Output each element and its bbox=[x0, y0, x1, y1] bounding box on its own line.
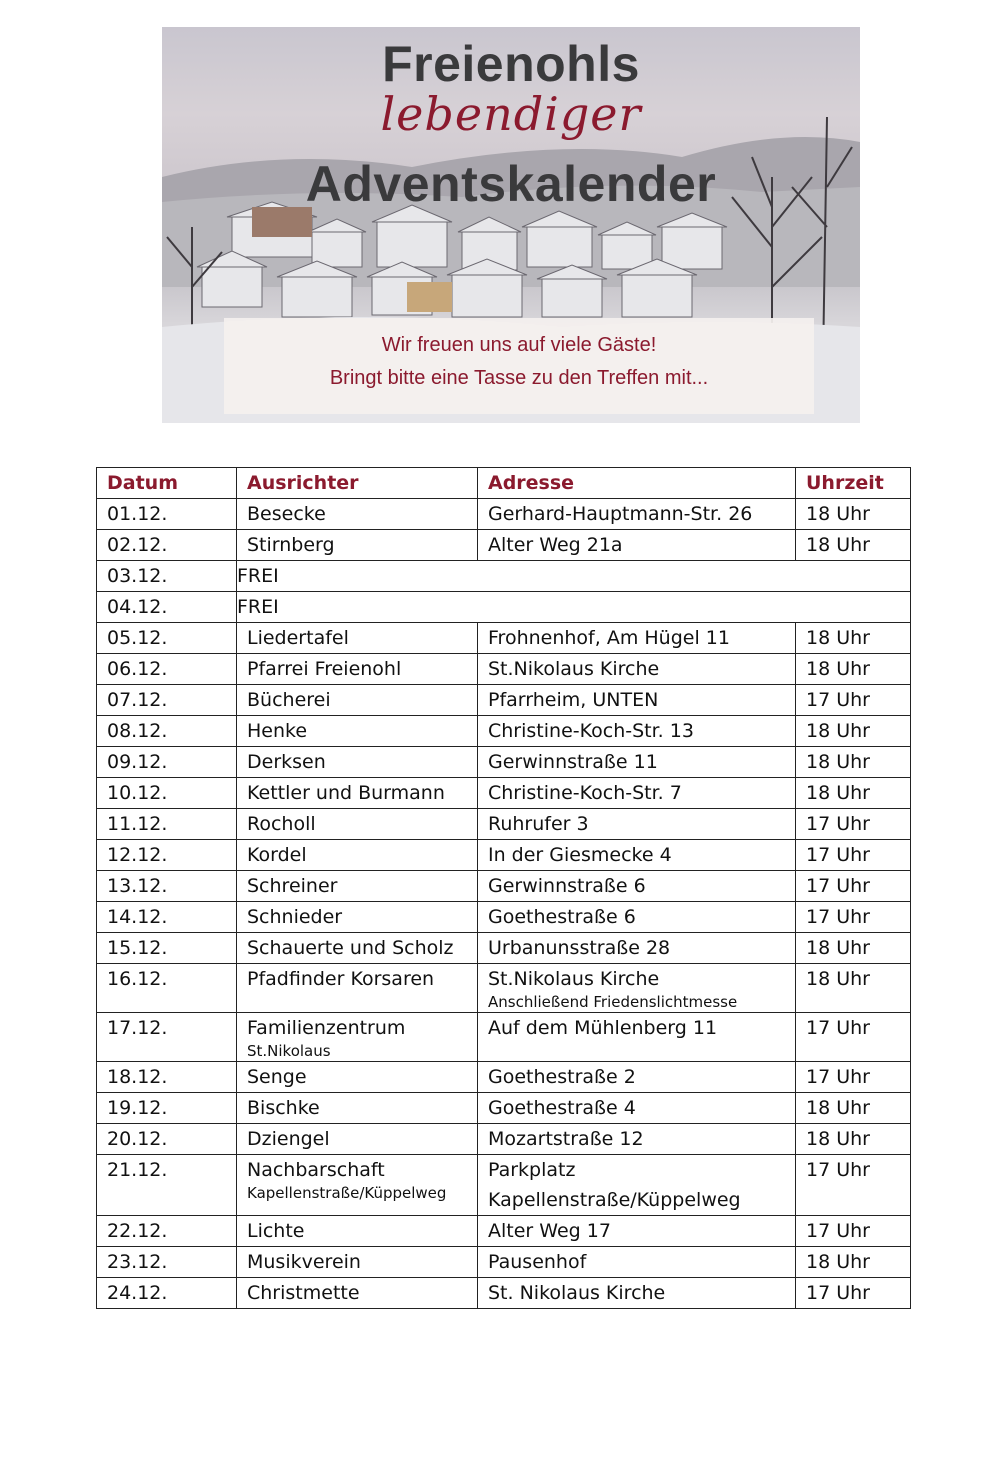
cell-address: Gerwinnstraße 6 bbox=[478, 871, 796, 902]
cell-time: 18 Uhr bbox=[796, 1124, 911, 1155]
cell-address: In der Giesmecke 4 bbox=[478, 840, 796, 871]
cell-time: 18 Uhr bbox=[796, 747, 911, 778]
cell-date: 13.12. bbox=[97, 871, 237, 902]
cell-host: Stirnberg bbox=[237, 530, 478, 561]
table-row bbox=[97, 530, 911, 561]
cell-host: Pfadfinder Korsaren bbox=[237, 964, 478, 1013]
cell-date: 07.12. bbox=[97, 685, 237, 716]
table-row bbox=[97, 1247, 911, 1278]
cell-date: 05.12. bbox=[97, 623, 237, 654]
cell-host: Kettler und Burmann bbox=[237, 778, 478, 809]
table-row bbox=[97, 902, 911, 933]
table-row bbox=[97, 561, 911, 592]
schedule-table bbox=[96, 467, 911, 1309]
message-line-1: Wir freuen uns auf viele Gäste! bbox=[381, 334, 657, 356]
cell-date: 01.12. bbox=[97, 499, 237, 530]
cell-time: 18 Uhr bbox=[796, 1093, 911, 1124]
cell-date: 10.12. bbox=[97, 778, 237, 809]
table-row bbox=[97, 716, 911, 747]
cell-date: 11.12. bbox=[97, 809, 237, 840]
address-line-2: Kapellenstraße/Küppelweg bbox=[488, 1189, 741, 1211]
table-row bbox=[97, 499, 911, 530]
table-row bbox=[97, 685, 911, 716]
cell-time: 17 Uhr bbox=[796, 1155, 911, 1216]
cell-address: Pfarrheim, UNTEN bbox=[478, 685, 796, 716]
cell-host: Schauerte und Scholz bbox=[237, 933, 478, 964]
cell-time: 17 Uhr bbox=[796, 685, 911, 716]
cell-host: Christmette bbox=[237, 1278, 478, 1309]
cell-host: Liedertafel bbox=[237, 623, 478, 654]
cell-host: Kordel bbox=[237, 840, 478, 871]
cell-time: 18 Uhr bbox=[796, 933, 911, 964]
cell-date: 20.12. bbox=[97, 1124, 237, 1155]
cell-time: 17 Uhr bbox=[796, 840, 911, 871]
cell-host: Schreiner bbox=[237, 871, 478, 902]
table-row bbox=[97, 747, 911, 778]
cell-host: Senge bbox=[237, 1062, 478, 1093]
cell-date: 18.12. bbox=[97, 1062, 237, 1093]
address-note: Anschließend Friedenslichtmesse bbox=[488, 993, 738, 1011]
cell-date: 06.12. bbox=[97, 654, 237, 685]
table-row bbox=[97, 809, 911, 840]
address-text: Parkplatz bbox=[488, 1159, 576, 1181]
cell-date: 09.12. bbox=[97, 747, 237, 778]
header-date: Datum bbox=[97, 468, 237, 499]
header-time: Uhrzeit bbox=[796, 468, 911, 499]
cell-host: Lichte bbox=[237, 1216, 478, 1247]
cell-date: 03.12. bbox=[97, 561, 237, 592]
cell-time: 17 Uhr bbox=[796, 1278, 911, 1309]
cell-frei bbox=[237, 592, 911, 623]
cell-date: 23.12. bbox=[97, 1247, 237, 1278]
host-note: Kapellenstraße/Küppelweg bbox=[247, 1184, 447, 1202]
cell-time: 17 Uhr bbox=[796, 809, 911, 840]
table-row bbox=[97, 778, 911, 809]
cell-address: Goethestraße 2 bbox=[478, 1062, 796, 1093]
cell-time: 18 Uhr bbox=[796, 964, 911, 1013]
cell-host: Bücherei bbox=[237, 685, 478, 716]
title-line-2: lebendiger bbox=[380, 87, 642, 141]
cell-time: 18 Uhr bbox=[796, 530, 911, 561]
table-row bbox=[97, 1062, 911, 1093]
cell-address bbox=[478, 1155, 796, 1216]
cell-host bbox=[237, 1155, 478, 1216]
cell-address: Mozartstraße 12 bbox=[478, 1124, 796, 1155]
table-header-row bbox=[97, 468, 911, 499]
cell-date: 22.12. bbox=[97, 1216, 237, 1247]
host-text: Nachbarschaft bbox=[247, 1159, 385, 1181]
table-row bbox=[97, 654, 911, 685]
cell-address: Auf dem Mühlenberg 11 bbox=[478, 1013, 796, 1062]
host-note: St.Nikolaus bbox=[247, 1042, 331, 1060]
cell-frei bbox=[237, 561, 911, 592]
cell-date: 12.12. bbox=[97, 840, 237, 871]
cell-address: Christine-Koch-Str. 7 bbox=[478, 778, 796, 809]
frei-label: FREI bbox=[237, 596, 279, 618]
cell-time: 17 Uhr bbox=[796, 1013, 911, 1062]
cell-address: St.Nikolaus Kirche bbox=[478, 654, 796, 685]
cell-address: Gerhard-Hauptmann-Str. 26 bbox=[478, 499, 796, 530]
cell-host: Pfarrei Freienohl bbox=[237, 654, 478, 685]
cell-address: Alter Weg 17 bbox=[478, 1216, 796, 1247]
cell-address: Goethestraße 4 bbox=[478, 1093, 796, 1124]
table-row bbox=[97, 1093, 911, 1124]
cell-time: 17 Uhr bbox=[796, 871, 911, 902]
cell-address: Ruhrufer 3 bbox=[478, 809, 796, 840]
cell-host: Dziengel bbox=[237, 1124, 478, 1155]
cell-time: 17 Uhr bbox=[796, 1216, 911, 1247]
cell-address: St. Nikolaus Kirche bbox=[478, 1278, 796, 1309]
cell-host: Bischke bbox=[237, 1093, 478, 1124]
cell-time: 17 Uhr bbox=[796, 1062, 911, 1093]
message-line-2: Bringt bitte eine Tasse zu den Treffen mit... bbox=[329, 367, 709, 389]
cell-address: Pausenhof bbox=[478, 1247, 796, 1278]
cell-time: 18 Uhr bbox=[796, 778, 911, 809]
title-line-1: Freienohls bbox=[382, 36, 640, 92]
table-row bbox=[97, 964, 911, 1013]
cell-time: 17 Uhr bbox=[796, 902, 911, 933]
table-row bbox=[97, 1155, 911, 1216]
header-host: Ausrichter bbox=[237, 468, 478, 499]
host-text: Familienzentrum bbox=[247, 1017, 406, 1039]
cell-address: Frohnenhof, Am Hügel 11 bbox=[478, 623, 796, 654]
cell-time: 18 Uhr bbox=[796, 499, 911, 530]
cell-date: 19.12. bbox=[97, 1093, 237, 1124]
cell-date: 17.12. bbox=[97, 1013, 237, 1062]
cell-address bbox=[478, 964, 796, 1013]
cell-time: 18 Uhr bbox=[796, 623, 911, 654]
table-row bbox=[97, 933, 911, 964]
banner bbox=[162, 27, 860, 423]
table-row bbox=[97, 1013, 911, 1062]
table-row bbox=[97, 592, 911, 623]
cell-host bbox=[237, 1013, 478, 1062]
cell-host: Besecke bbox=[237, 499, 478, 530]
table-row bbox=[97, 1278, 911, 1309]
cell-address: Goethestraße 6 bbox=[478, 902, 796, 933]
cell-date: 08.12. bbox=[97, 716, 237, 747]
cell-date: 24.12. bbox=[97, 1278, 237, 1309]
cell-address: Alter Weg 21a bbox=[478, 530, 796, 561]
cell-host: Schnieder bbox=[237, 902, 478, 933]
cell-date: 21.12. bbox=[97, 1155, 237, 1216]
address-text: St.Nikolaus Kirche bbox=[488, 968, 660, 990]
table-row bbox=[97, 871, 911, 902]
table-row bbox=[97, 840, 911, 871]
table-row bbox=[97, 1124, 911, 1155]
cell-date: 02.12. bbox=[97, 530, 237, 561]
cell-host: Musikverein bbox=[237, 1247, 478, 1278]
cell-address: Christine-Koch-Str. 13 bbox=[478, 716, 796, 747]
table-row bbox=[97, 1216, 911, 1247]
table-row bbox=[97, 623, 911, 654]
header-address: Adresse bbox=[478, 468, 796, 499]
cell-time: 18 Uhr bbox=[796, 716, 911, 747]
frei-label: FREI bbox=[237, 565, 279, 587]
message-box bbox=[224, 318, 814, 414]
cell-time: 18 Uhr bbox=[796, 1247, 911, 1278]
cell-time: 18 Uhr bbox=[796, 654, 911, 685]
cell-host: Rocholl bbox=[237, 809, 478, 840]
cell-host: Henke bbox=[237, 716, 478, 747]
cell-date: 15.12. bbox=[97, 933, 237, 964]
cell-date: 16.12. bbox=[97, 964, 237, 1013]
cell-date: 04.12. bbox=[97, 592, 237, 623]
title-line-3: Adventskalender bbox=[305, 156, 717, 212]
cell-address: Urbanunsstraße 28 bbox=[478, 933, 796, 964]
cell-date: 14.12. bbox=[97, 902, 237, 933]
cell-host: Derksen bbox=[237, 747, 478, 778]
cell-address: Gerwinnstraße 11 bbox=[478, 747, 796, 778]
